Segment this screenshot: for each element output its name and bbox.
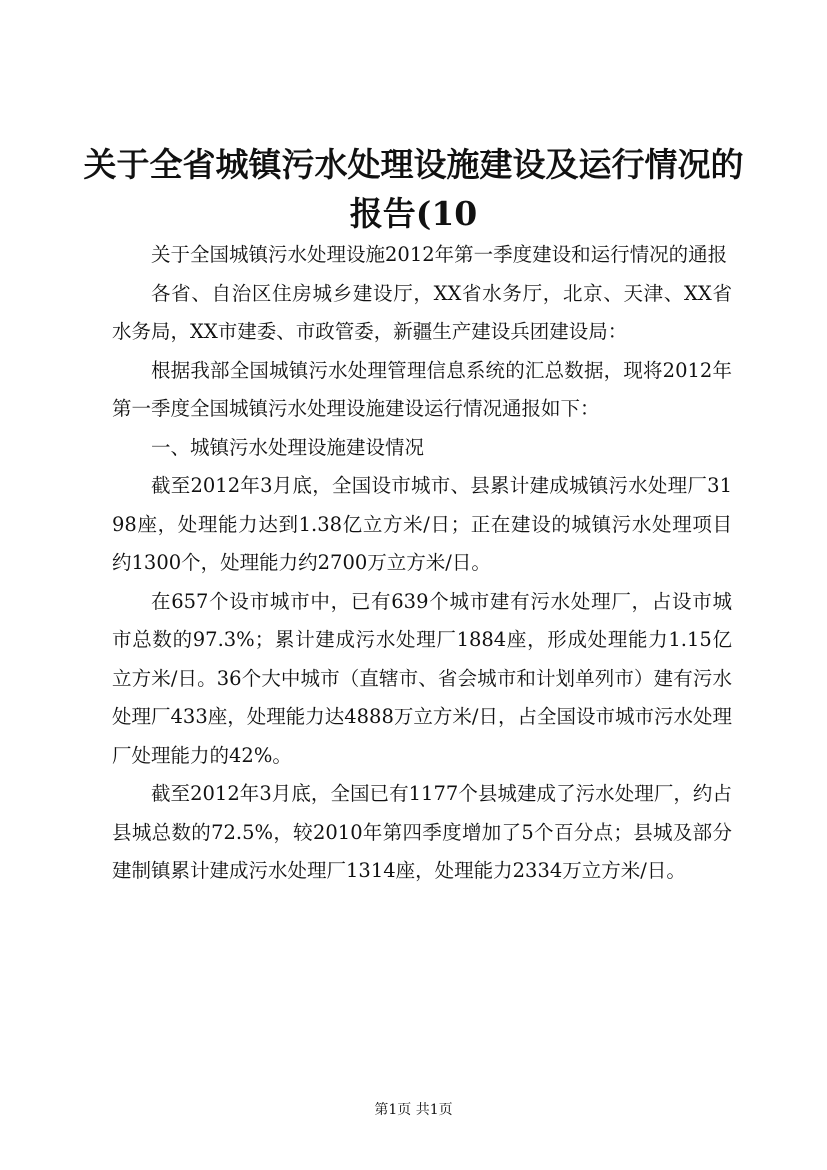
- document-title: 关于全省城镇污水处理设施建设及运行情况的报告(10: [83, 145, 744, 233]
- section-heading-construction: 一、城镇污水处理设施建设情况: [151, 435, 425, 459]
- page-footer: 第1页 共1页: [374, 1102, 453, 1118]
- paragraph-national-totals: 截至2012年3月底，全国设市城市、县累计建成城镇污水处理厂3198座，处理能力达到1.38亿立方米/日；正在建设的城镇污水处理项目约1300个，处理能力约2700万立方米/日。: [112, 474, 732, 574]
- paragraph-intro: 根据我部全国城镇污水处理管理信息系统的汇总数据，现将2012年第一季度全国城镇污水处理设施建设运行情况通报如下：: [112, 358, 732, 420]
- document-body: [112, 236, 732, 891]
- paragraph-notice-title: 关于全国城镇污水处理设施2012年第一季度建设和运行情况的通报: [151, 243, 728, 266]
- paragraph-city-stats: 在657个设市城市中，已有639个城市建有污水处理厂，占设市城市总数的97.3%；累计建成污水处理厂1884座，形成处理能力1.15亿立方米/日。36个大中城市（直辖市、省会城市和计划单列市）建有污水处理厂433座，处理能力达4888万立方米/日，占全国设市城市污水处理厂处理能力的42%。: [112, 589, 732, 767]
- paragraph-recipients: 各省、自治区住房城乡建设厅，XX省水务厅，北京、天津、XX省水务局，XX市建委、市政管委，新疆生产建设兵团建设局：: [112, 281, 732, 343]
- paragraph-county-stats: 截至2012年3月底，全国已有1177个县城建成了污水处理厂，约占县城总数的72.5%，较2010年第四季度增加了5个百分点；县城及部分建制镇累计建成污水处理厂1314座，处理能力2334万立方米/日。: [112, 782, 732, 882]
